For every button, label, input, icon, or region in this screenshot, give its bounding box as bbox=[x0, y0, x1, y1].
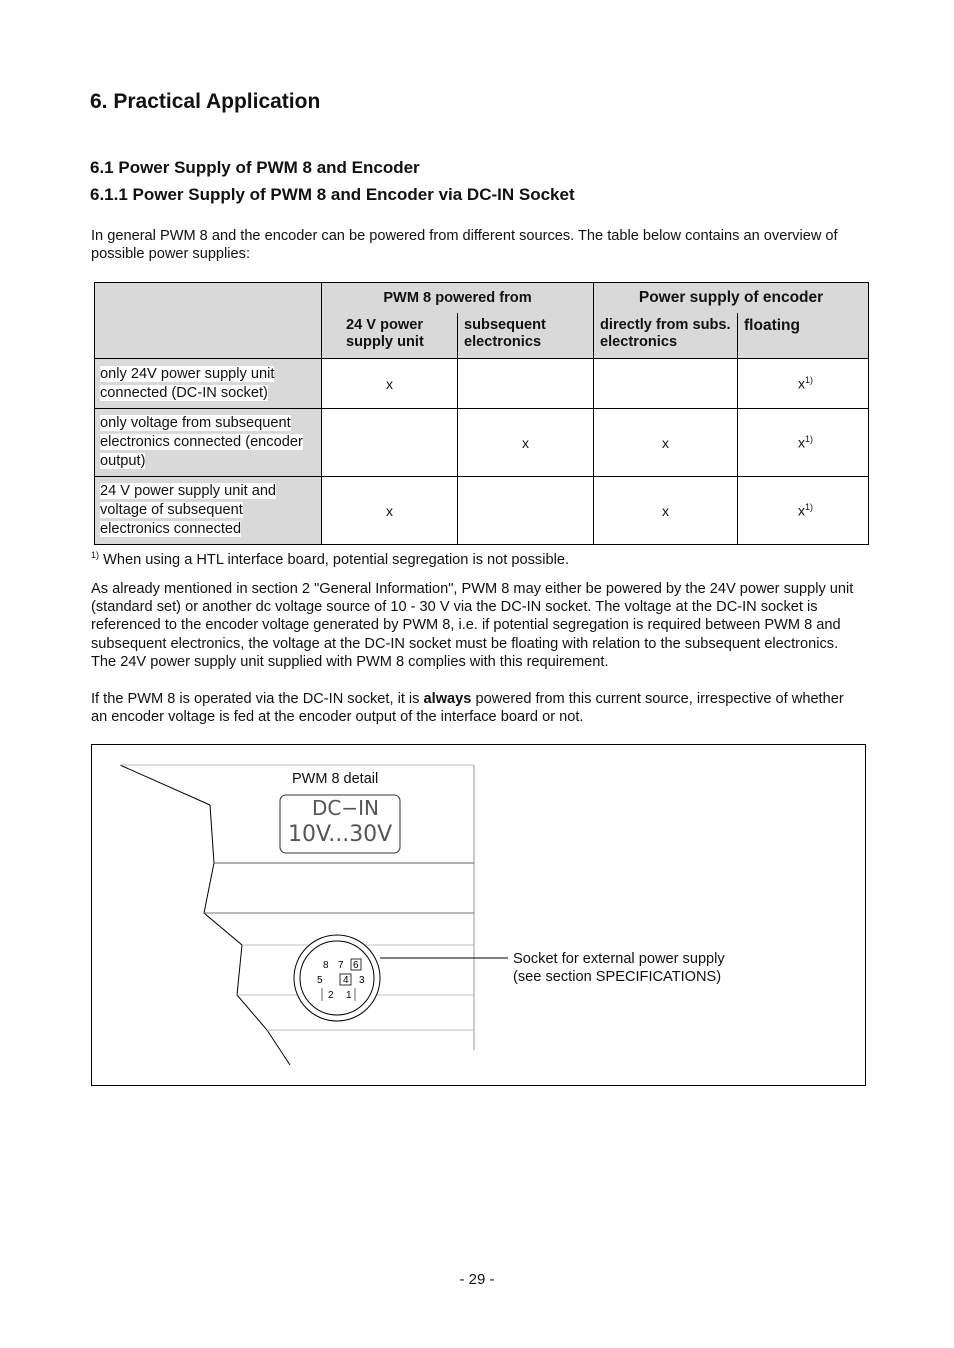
pin-label: 2 bbox=[328, 990, 334, 1001]
pin-label: 1 bbox=[346, 990, 352, 1001]
pin-label: 4 bbox=[343, 975, 349, 986]
table-row bbox=[95, 477, 869, 545]
row-label: 24 V power supply unit and voltage of subsequent electronics connected bbox=[95, 477, 322, 545]
cell-directly bbox=[594, 359, 738, 409]
header-24v-psu: 24 V power supply unit bbox=[322, 313, 458, 359]
body-paragraph-always: If the PWM 8 is operated via the DC-IN socket, it is always powered from this current source, irrespective of whether an encoder voltage is fed at the encoder output of the interface board or not. bbox=[91, 691, 844, 726]
cell-floating: $x^{1)}$ bbox=[738, 409, 869, 477]
figure-frame bbox=[91, 744, 866, 1086]
footnote-mark: 1) bbox=[91, 550, 100, 560]
detail-caption: PWM 8 detail bbox=[292, 771, 379, 787]
pin-label: 8 bbox=[323, 960, 329, 971]
footnote: $^{1)}$ When using a HTL interface board, potential segregation is not possible. bbox=[91, 550, 570, 568]
table-corner-cell bbox=[95, 283, 322, 359]
cell-subsequent: x bbox=[458, 409, 594, 477]
intro-paragraph: In general PWM 8 and the encoder can be powered from different sources. The table below contains an overview of possible power supplies: bbox=[91, 228, 838, 263]
page-heading: 6. Practical Application bbox=[90, 90, 321, 113]
section-heading: 6.1 Power Supply of PWM 8 and Encoder bbox=[90, 158, 420, 177]
header-pwm8-powered-from: PWM 8 powered from bbox=[322, 283, 594, 313]
cell-directly: x bbox=[594, 477, 738, 545]
cell-24v-psu: x bbox=[322, 477, 458, 545]
cell-floating: $x^{1)}$ bbox=[738, 477, 869, 545]
header-floating: floating bbox=[738, 313, 869, 359]
dcin-label-line1: DC−IN bbox=[312, 796, 379, 820]
emphasis-always: always bbox=[423, 691, 472, 707]
row-label: only voltage from subsequent electronics connected (encoder output) bbox=[95, 409, 322, 477]
pin-label: 5 bbox=[317, 975, 323, 986]
callout-line1: Socket for external power supply bbox=[513, 951, 725, 967]
table-row bbox=[95, 359, 869, 409]
header-directly-from-subs: directly from subs. electronics bbox=[594, 313, 738, 359]
pin-label: 7 bbox=[338, 960, 344, 971]
power-supply-table bbox=[94, 282, 869, 545]
cell-24v-psu: x bbox=[322, 359, 458, 409]
dcin-socket-icon bbox=[294, 935, 380, 1021]
dcin-label-line2: 10V...30V bbox=[288, 822, 393, 847]
pin-label: 3 bbox=[359, 975, 365, 986]
cell-directly: x bbox=[594, 409, 738, 477]
pwm8-detail-drawing bbox=[92, 745, 865, 1085]
cell-floating: $x^{1)}$ bbox=[738, 359, 869, 409]
page-number: - 29 - bbox=[459, 1271, 495, 1288]
cell-24v-psu bbox=[322, 409, 458, 477]
body-paragraph: As already mentioned in section 2 "General Information", PWM 8 may either be powered by the 24V power supply unit (standard set) or another dc voltage source of 10 - 30 V via the DC-IN socket. The voltage at the DC-IN socket is referenced to the encoder voltage generated by PWM 8, i.e. if potential segregation is required between PWM 8 and subsequent electronics, the voltage at the DC-IN socket must be floating with relation to the subsequent electronics. The 24V power supply unit supplied with PWM 8 complies with this requirement. bbox=[91, 581, 854, 670]
header-encoder-supply: Power supply of encoder bbox=[594, 283, 869, 313]
cell-subsequent bbox=[458, 359, 594, 409]
cell-subsequent bbox=[458, 477, 594, 545]
callout-line2: (see section SPECIFICATIONS) bbox=[513, 969, 722, 985]
row-label: only 24V power supply unit connected (DC-IN socket) bbox=[95, 359, 322, 409]
subsection-heading: 6.1.1 Power Supply of PWM 8 and Encoder via DC-IN Socket bbox=[90, 185, 575, 204]
table-row bbox=[95, 409, 869, 477]
pin-label: 6 bbox=[353, 960, 359, 971]
header-subsequent-electronics: subsequent electronics bbox=[458, 313, 594, 359]
